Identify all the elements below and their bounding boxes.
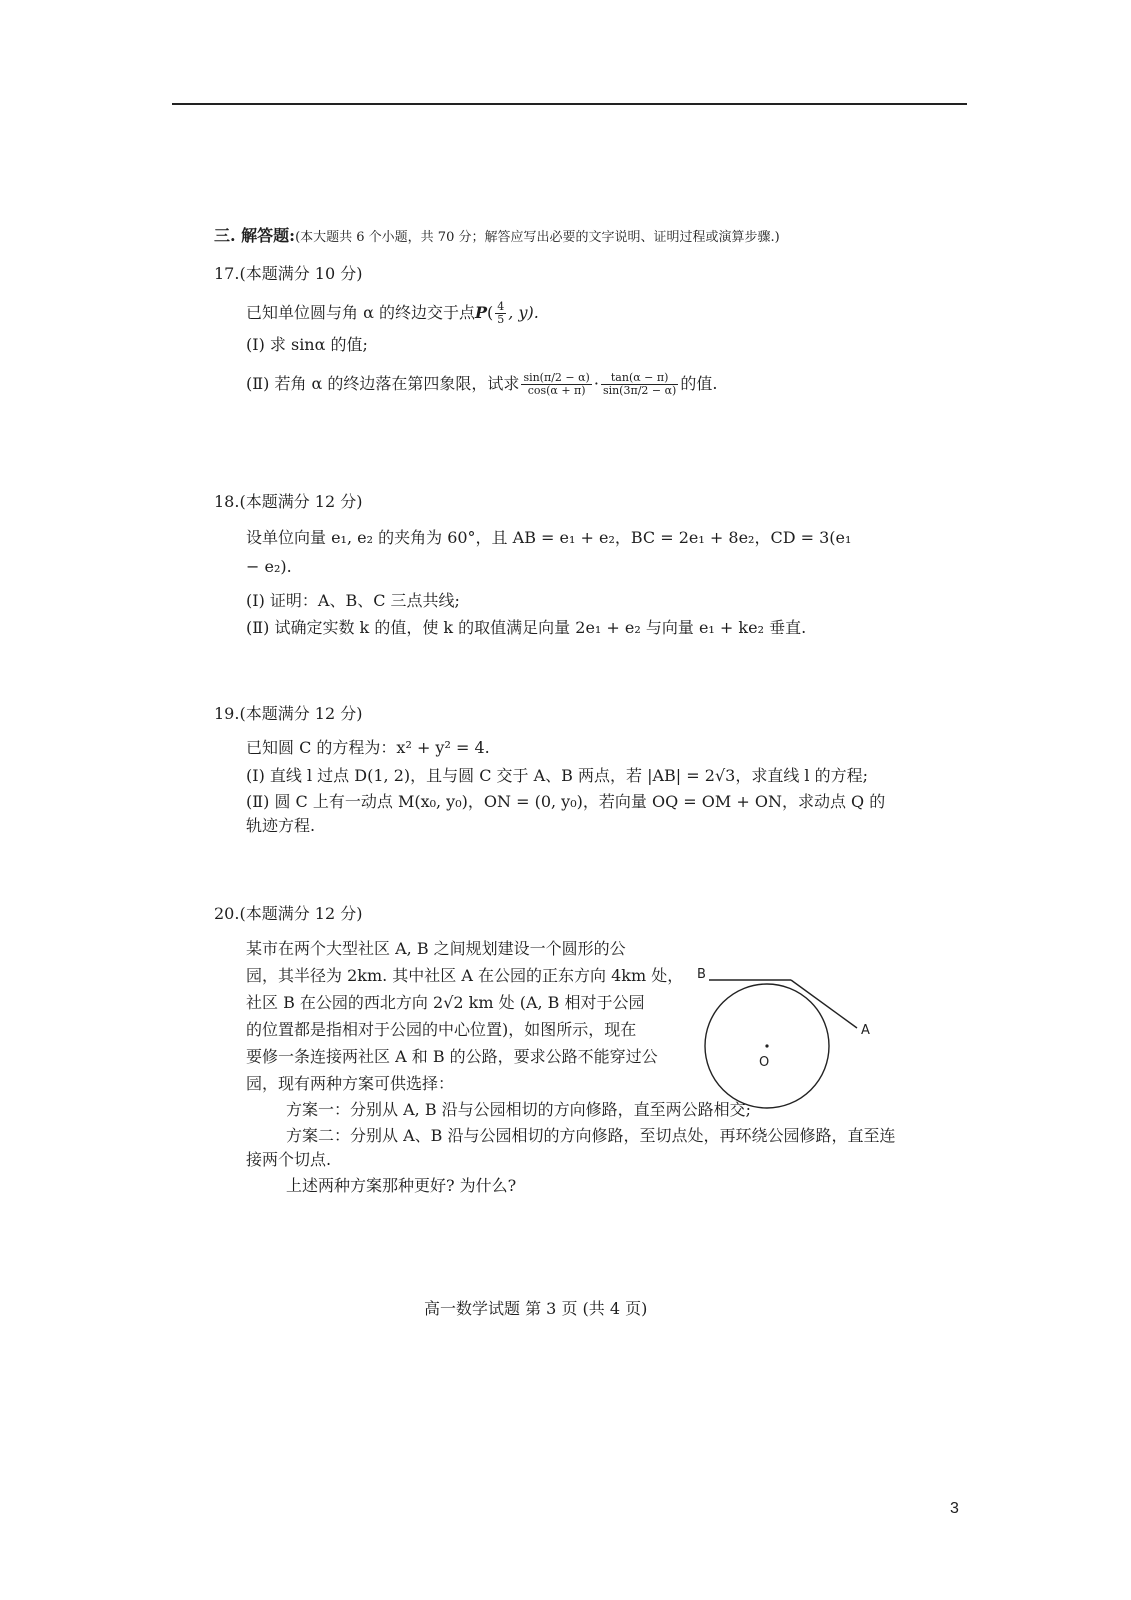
q20-line-5: 园，现有两种方案可供选择： [246, 1074, 455, 1093]
q19-part2-line1: (Ⅱ) 圆 C 上有一动点 M(x₀, y₀)，ON = (0, y₀)，若向量 OQ = OM + ON，求动点 Q 的 [246, 792, 886, 811]
q19-header: 19.(本题满分 12 分) [214, 704, 363, 723]
q17-frac-den: 5 [497, 313, 505, 326]
q17-f1-num: sin(π/2 − α) [523, 371, 590, 384]
page-footer: 高一数学试题 第 3 页 (共 4 页) [424, 1299, 648, 1318]
q18-part1: (Ⅰ) 证明：A、B、C 三点共线; [246, 591, 460, 610]
q18-header: 18.(本题满分 12 分) [214, 492, 363, 511]
q18-stem-line1: 设单位向量 e₁, e₂ 的夹角为 60°，且 AB = e₁ + e₂，BC = 2e₁ + 8e₂，CD = 3(e₁ [246, 528, 852, 547]
q20-line-3: 的位置都是指相对于公园的中心位置)，如图所示，现在 [246, 1020, 637, 1039]
q20-plan1: 方案一：分别从 A, B 沿与公园相切的方向修路，直至两公路相交; [286, 1100, 752, 1119]
q20-line-2: 社区 B 在公园的西北方向 2√2 km 处 (A, B 相对于公园 [246, 993, 645, 1012]
top-rule [172, 103, 967, 105]
section-note: (本大题共 6 个小题，共 70 分；解答应写出必要的文字说明、证明过程或演算步骤.) [295, 230, 780, 245]
section-title: 三. 解答题: [214, 226, 296, 245]
q17-point-name: P [474, 303, 488, 322]
label-a: A [861, 1023, 870, 1038]
label-b: B [697, 968, 706, 982]
q17-point-tail: , y). [508, 303, 539, 322]
page-number: 3 [950, 1500, 959, 1517]
q17-fraction-2 [601, 372, 678, 397]
q18-part2: (Ⅱ) 试确定实数 k 的值，使 k 的取值满足向量 2e₁ + e₂ 与向量 e₁ + ke₂ 垂直. [246, 618, 807, 637]
q18-stem-line2: − e₂). [246, 557, 292, 576]
q19-part1: (Ⅰ) 直线 l 过点 D(1, 2)，且与圆 C 交于 A、B 两点，若 |AB| = 2√3，求直线 l 的方程; [246, 766, 869, 785]
q20-plan2-line1: 方案二：分别从 A、B 沿与公园相切的方向修路，至切点处，再环绕公园修路，直至连 [286, 1126, 896, 1145]
q17-part2-tail: 的值. [680, 374, 718, 393]
q20-header: 20.(本题满分 12 分) [214, 904, 363, 923]
label-o: O [759, 1055, 770, 1070]
q17-stem-text: 已知单位圆与角 α 的终边交于点 [246, 303, 475, 322]
q20-plan2-line2: 接两个切点. [246, 1150, 332, 1169]
q17-f2-den: sin(3π/2 − α) [602, 384, 677, 397]
park-diagram [695, 968, 910, 1118]
q17-f1-den: cos(α + π) [527, 384, 586, 397]
q20-line-0: 某市在两个大型社区 A, B 之间规划建设一个圆形的公 [246, 939, 626, 958]
q20-question: 上述两种方案那种更好? 为什么? [286, 1176, 517, 1195]
q17-stem: 已知单位圆与角 α 的终边交于点P( $\frac{4}{5}$ , y). [246, 300, 539, 326]
center-point [765, 1044, 768, 1047]
q17-part2-text: (Ⅱ) 若角 α 的终边落在第四象限，试求 [246, 374, 520, 393]
q17-header: 17.(本题满分 10 分) [214, 264, 363, 283]
q17-part2 [246, 372, 717, 397]
q17-part1: (Ⅰ) 求 sinα 的值; [246, 335, 368, 354]
q17-frac-num: 4 [497, 300, 505, 313]
q17-fraction-1 [521, 372, 591, 397]
q17-dot: · [593, 374, 599, 393]
q19-stem: 已知圆 C 的方程为：x² + y² = 4. [246, 738, 490, 757]
q20-line-1: 园，其半径为 2km. 其中社区 A 在公园的正东方向 4km 处， [246, 966, 684, 985]
section-heading [214, 226, 780, 248]
q17-fraction [495, 301, 506, 326]
q19-part2-line2: 轨迹方程. [246, 816, 316, 835]
q17-f2-num: tan(α − π) [601, 372, 678, 385]
q20-line-4: 要修一条连接两社区 A 和 B 的公路，要求公路不能穿过公 [246, 1047, 658, 1066]
